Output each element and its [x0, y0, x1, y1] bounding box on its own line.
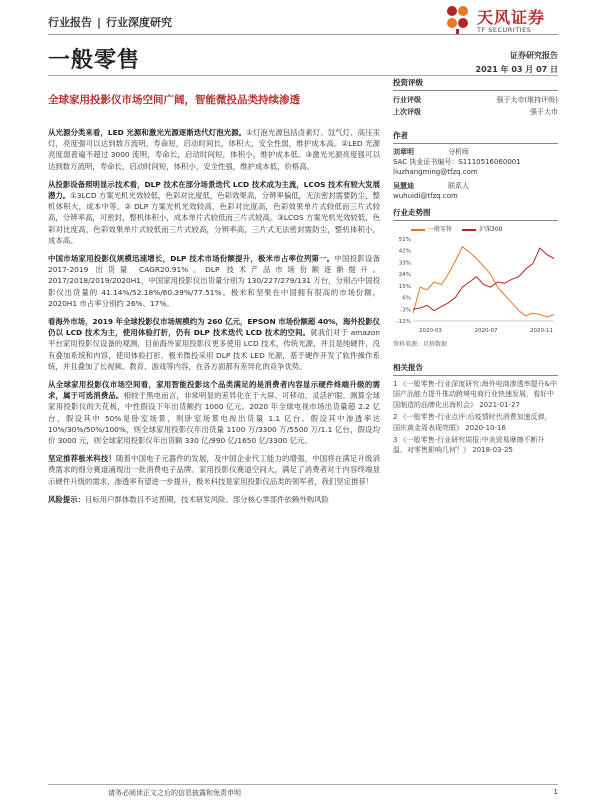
x-tick-label: 2020-07 — [474, 328, 498, 334]
report-type: 证券研究报告 — [510, 51, 558, 60]
y-tick-label: -12% — [396, 319, 411, 325]
trend-chart-section — [393, 207, 558, 348]
body-paragraph — [48, 253, 380, 309]
x-tick-label: 2020-11 — [530, 328, 553, 334]
related-reports-list — [393, 379, 558, 456]
paragraph-text: 随着中国电子元器件的发展，及中国企业代工能力的增强，中国将在满足升级消费需求的细分赛道涌现出一批消费电子品牌。家用投影仪赛道空间大，满足了消费者对于内容终端显示硬件升级的需求，渗透率有望进一步提升，极米科技是家用投影仪品类的领军者，我们坚定推荐！ — [48, 454, 380, 486]
header-breadcrumb — [48, 14, 172, 30]
paragraph-lead: 坚定推荐极米科技！ — [48, 454, 116, 464]
header-divider — [48, 34, 558, 35]
main-body — [48, 127, 380, 512]
paragraph-text: ①3LCD 方案光机光效较低，色彩对比度低，色彩效果高，分辨率偏低，无法密封需要防尘，整机体积大，成本中等。② DLP 方案光机光效较高，色彩对比度高，色彩效果单片式较低而三片式较高，分辨率高，可密封，整机体积小，成本单片式较低而三片式较高。③LCOS 方案光机光效较低，色彩对比度高，色彩效果单片式较低而三片式较高，分辨率高，三片式无法密封需防尘，整机体积小，成本高。 — [48, 191, 380, 245]
paragraph-text: ①灯泡光源包括卤素灯、氙气灯、高压汞灯，亮度强可以达到数万流明，寿命短，启动时间长，体积大，安全性弱，维护成本高。②LED 光源亮度弱普遍不超过 3000 流明，寿命长，启动时间短，体积小，维护成本低。③激光光源亮度强可以达到数万流明，寿命长，启动时间短，体积小，安全性强，维护成本低，价格高。 — [48, 128, 380, 171]
logo-text-en: TF SECURITIES — [477, 26, 532, 34]
author-role: 分析师 — [448, 148, 469, 156]
body-paragraph — [48, 453, 380, 487]
trend-chart-title: 行业走势图 — [393, 207, 558, 221]
header-subcategory: 行业深度研究 — [106, 16, 173, 29]
author-entry — [393, 147, 558, 177]
series-line-0 — [413, 247, 554, 317]
author-name: 吴慧迪 — [393, 182, 414, 190]
paragraph-lead: 看海外市场，2019 年全球投影仪市场规模约为 260 亿元，EPSON 市场份额超 40%，海外投影仪仍以 LCD 技术为主，使用体验打折，仍有 DLP 技术迭代 LCD 技术的空间。 — [48, 317, 380, 338]
prev-rating-label: 上次评级 — [393, 108, 421, 116]
related-report-item[interactable]: 3 《一般零售-行业研究周报:中美贸易摩擦不断升温，对零售影响几何？》 2018-03-25 — [393, 436, 545, 455]
title-divider — [48, 75, 558, 76]
paragraph-lead: 从光源分类来看，LED 光源和激光光源逐渐迭代灯泡光源。 — [48, 128, 247, 137]
report-subtitle: 全球家用投影仪市场空间广阔，智能微投品类持续渗透 — [48, 94, 300, 106]
legend-swatch — [411, 229, 425, 231]
footer-divider — [48, 784, 558, 785]
paragraph-text: 中国投影设备 2017-2019 出货量 CAGR20.91%。DLP 技术产品市场份额逐渐提升。2017/2018/2019/2020H1，中国家用投影仪出货量分别为 130/227/279/131 万台，分别占中国投影仪出货量的 41.14%/52.18%/60.39%/77.51%。极米和坚果在中国拥有很高的市场份额，2020H1 市占率分别约 26%、17%。 — [48, 254, 380, 308]
legend-item — [411, 224, 452, 233]
header-category: 行业报告 — [48, 16, 92, 29]
y-tick-label: -3% — [400, 307, 411, 314]
y-tick-label: 15% — [398, 283, 411, 290]
logo-text-cn: 天风证券 — [477, 8, 546, 27]
author-entry — [393, 181, 558, 201]
legend-label: 沪深300 — [479, 226, 503, 233]
paragraph-lead: 从投影设备照明显示技术看，DLP 技术在部分场景迭代 LCD 技术成为主流，LCOS 技术有较大发展潜力。 — [48, 179, 380, 201]
trend-line-chart — [393, 235, 558, 335]
prev-rating-row — [393, 106, 558, 118]
x-tick-label: 2020-03 — [419, 328, 442, 334]
body-paragraph — [48, 127, 380, 172]
paragraph-text: 目标用户群体数目不达预期，技术研发风险、部分核心零部件依赖外购风险 — [84, 494, 329, 504]
y-tick-label: 24% — [398, 272, 411, 279]
authors-section-title: 作者 — [393, 130, 558, 144]
rating-row — [393, 94, 558, 106]
paragraph-lead: 中国市场家用投影仪规模迅速增长，DLP 技术市场份额提升，极米市占率位列第一。 — [48, 254, 335, 264]
y-tick-label: 51% — [398, 237, 411, 243]
body-paragraph — [48, 179, 380, 246]
page-number: 1 — [553, 788, 558, 796]
prev-rating-value: 强于大市 — [530, 108, 558, 116]
author-email[interactable]: liuzhangming@tfzq.com — [393, 168, 478, 176]
legend-swatch — [462, 229, 476, 231]
report-date: 2021 年 03 月 07 日 — [475, 65, 558, 74]
related-section-title: 相关报告 — [393, 362, 558, 376]
footer-disclaimer: 请务必阅读正文之后的信息披露和免责申明 — [108, 789, 241, 797]
sidebar — [393, 77, 558, 458]
body-paragraph — [48, 316, 380, 372]
y-tick-label: 6% — [402, 295, 411, 302]
rating-label: 行业评级 — [393, 96, 421, 104]
author-email[interactable]: wuhuidi@tfzq.com — [393, 192, 458, 200]
rating-section-title: 投资评级 — [393, 77, 558, 91]
body-paragraph — [48, 379, 380, 446]
legend-item — [462, 224, 502, 233]
paragraph-lead: 风险提示： — [48, 494, 85, 504]
chart-source: 资料来源：贝格数据 — [393, 341, 448, 348]
page-title: 一般零售 — [48, 48, 141, 73]
y-tick-label: 33% — [398, 260, 411, 267]
risk-paragraph — [48, 494, 380, 505]
paragraph-text: 相较于黑电而言，非常明显的差异化在于大屏、可移动、灵活护眼。测算全球家用投影仪的天花板，中性假设下年出货额约 1000 亿元。2020 年全球电视市场出货量超 2.2 亿台，假设其中 50%是卧室场景，则卧室场景电视出货量 1.1 亿台。假设其中渗透率达 10%/30%/50%/100%，则全球家用投影仪年出货量 1100 万/3300 万/5500 万/1.1 亿台，假设均价 3000 元，则全球家用投影仪年出货额 330 亿/990 亿/1650 亿/3300 亿元。 — [48, 391, 380, 446]
header-separator: | — [97, 16, 102, 29]
series-line-1 — [413, 248, 554, 311]
chart-legend — [411, 224, 558, 233]
logo-mark-icon — [443, 3, 473, 35]
legend-label: 一般零售 — [428, 226, 453, 233]
author-cert: SAC 执业证书编号：S1110516060001 — [393, 158, 521, 166]
y-tick-label: 42% — [398, 248, 411, 255]
rating-value: 强于大市(维持评级) — [496, 96, 558, 104]
paragraph-text: 就我们对于 amazon 平台家用投影仪设备的观测，目前海外家用投影仪更多使用 LCD 技术，传统光源，并且是纯硬件，没有叠加系统和内容，使用体验打折。极米微投采用 DLP 技术 LED 光源，基于硬件开发了软件操作系统，并且叠加了长视频、教育、游戏等内容，在各方面都有差异化的竞争优势。 — [48, 328, 380, 371]
author-name: 刘章明 — [393, 148, 414, 156]
author-role: 联系人 — [448, 182, 469, 190]
related-report-item[interactable]: 1 《一般零售-行业深度研究:海外电商渗透率提升&中国产品能力提升推动跨境电商行业快速发展，看好中国制造的品牌化出海机会》 2021-01-27 — [393, 380, 558, 409]
paragraph-lead: 从全球家用投影仪市场空间看，家用智能投影这个品类满足的是消费者内容显示硬件终端升级的需求，属于可选消费品。 — [48, 380, 380, 401]
related-report-item[interactable]: 2 《一般零售-行业点评:后疫情时代消费加速反弹，国庆黄金周表现亮眼》 2020-10-16 — [393, 413, 552, 432]
